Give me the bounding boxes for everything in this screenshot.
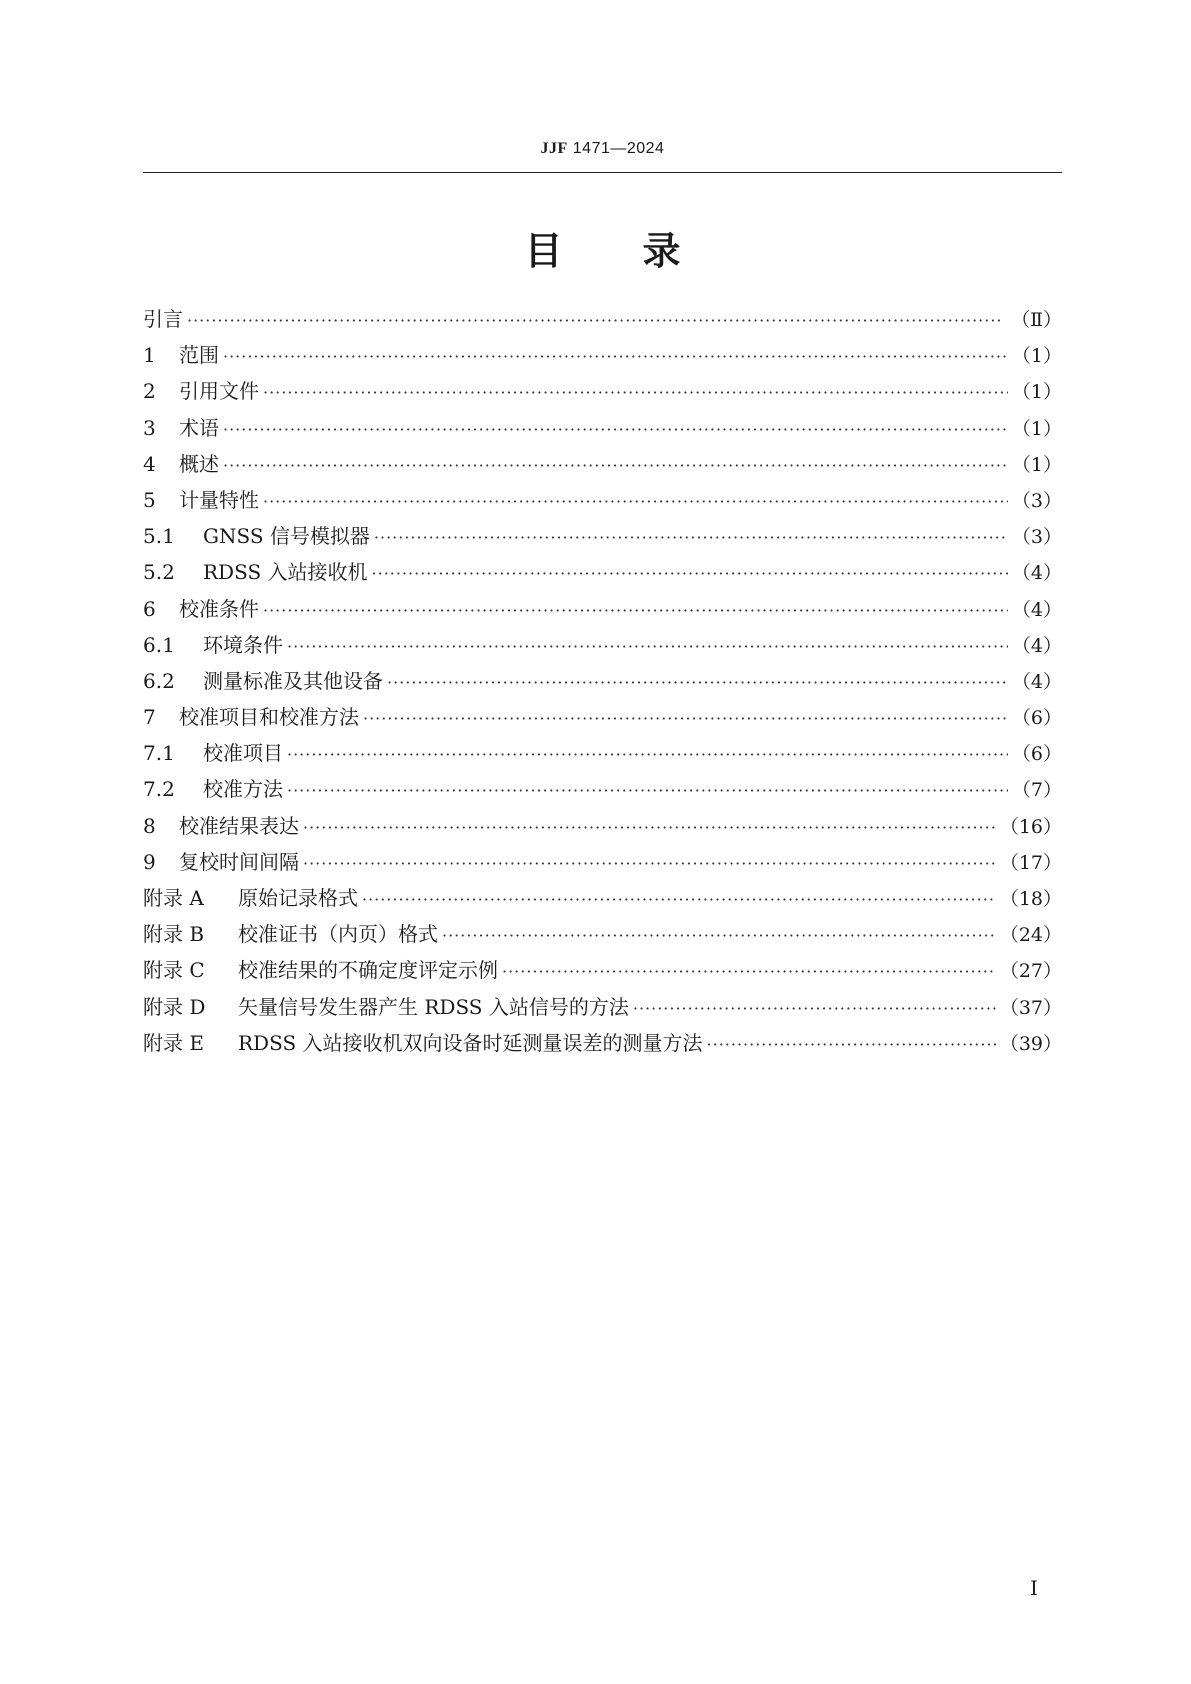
toc-leader-dots (374, 528, 1008, 547)
toc-entry[interactable] (143, 629, 1062, 665)
toc-entry-page: （39） (999, 1032, 1062, 1055)
toc-entry-title: 校准结果的不确定度评定示例 (238, 958, 498, 983)
toc-entry-number: 附录 B (143, 922, 205, 947)
toc-entry-page: （6） (1011, 743, 1062, 766)
toc-entry-number: 6.2 (143, 668, 175, 693)
toc-entry-page: （24） (999, 924, 1062, 947)
toc-entry-page: （37） (999, 996, 1062, 1019)
toc-entry-title: 引用文件 (179, 379, 259, 404)
toc-entry-page: （7） (1011, 779, 1062, 802)
toc-entry[interactable] (143, 1027, 1062, 1063)
toc-entry-title: 术语 (179, 415, 219, 440)
toc-leader-dots (223, 456, 1008, 475)
toc-leader-dots (287, 637, 1008, 656)
page-number: Ⅰ (1030, 1576, 1038, 1600)
table-of-contents (143, 303, 1062, 1063)
toc-entry-number: 7.1 (143, 741, 175, 766)
toc-entry-number: 7 (143, 705, 156, 730)
toc-entry-title: 校准结果表达 (179, 813, 299, 838)
toc-entry[interactable] (143, 737, 1062, 773)
toc-entry-page: （3） (1011, 489, 1062, 512)
toc-entry[interactable] (143, 448, 1062, 484)
toc-leader-dots (263, 601, 1008, 620)
toc-entry-page: （18） (999, 888, 1062, 910)
toc-entry-number: 7.2 (143, 777, 175, 802)
toc-entry-page: （1） (1011, 453, 1062, 476)
toc-entry-title: 测量标准及其他设备 (203, 668, 383, 693)
toc-entry-title: 校准证书（内页）格式 (238, 922, 438, 947)
toc-entry-page: （4） (1011, 562, 1062, 585)
toc-entry-number: 附录 C (143, 958, 205, 983)
toc-entry[interactable] (143, 846, 1062, 882)
toc-entry-number: 8 (143, 813, 156, 838)
toc-entry-title: 校准条件 (179, 596, 259, 621)
toc-leader-dots (287, 745, 1008, 764)
toc-entry-number: 5.2 (143, 560, 175, 585)
toc-entry[interactable] (143, 991, 1062, 1027)
toc-entry-title: 原始记录格式 (238, 886, 358, 910)
toc-leader-dots (263, 492, 1008, 511)
toc-entry[interactable] (143, 882, 1062, 918)
toc-entry-title: 校准方法 (203, 777, 283, 802)
toc-entry-number: 5 (143, 487, 156, 512)
toc-entry[interactable] (143, 665, 1062, 701)
toc-leader-dots (263, 383, 1008, 402)
toc-entry[interactable] (143, 412, 1062, 448)
toc-entry[interactable] (143, 375, 1062, 411)
toc-entry[interactable] (143, 303, 1062, 339)
toc-leader-dots (223, 347, 1008, 366)
toc-entry-page: （4） (1011, 634, 1062, 657)
toc-entry-title: GNSS 信号模拟器 (203, 524, 370, 549)
toc-entry-title: 复校时间间隔 (179, 849, 299, 874)
toc-entry-number: 2 (143, 379, 156, 404)
standard-code: JJF (540, 140, 568, 157)
toc-leader-dots (287, 781, 1008, 800)
toc-leader-dots (372, 564, 1008, 583)
toc-entry-number: 5.1 (143, 524, 175, 549)
toc-entry-title: 范围 (179, 343, 219, 368)
toc-entry-number: 6 (143, 596, 156, 621)
toc-entry-page: （27） (999, 960, 1062, 983)
toc-entry[interactable] (143, 339, 1062, 375)
toc-entry-page: （1） (1011, 417, 1062, 440)
toc-entry-page: （Ⅱ） (1011, 309, 1062, 331)
toc-leader-dots (362, 890, 996, 909)
toc-entry-title: 校准项目和校准方法 (179, 705, 359, 730)
toc-leader-dots (303, 854, 996, 873)
toc-entry-number: 9 (143, 849, 156, 874)
toc-entry-title: 计量特性 (179, 487, 259, 512)
toc-entry-page: （1） (1011, 381, 1062, 404)
toc-leader-dots (303, 818, 996, 837)
toc-entry-page: （4） (1011, 670, 1062, 693)
toc-entry[interactable] (143, 918, 1062, 954)
toc-entry-title: 校准项目 (203, 741, 283, 766)
toc-entry-number: 4 (143, 451, 156, 476)
toc-entry[interactable] (143, 810, 1062, 846)
toc-entry-title: 概述 (179, 451, 219, 476)
page-title: 目录 (524, 229, 761, 273)
toc-entry-page: （17） (999, 851, 1062, 874)
toc-entry[interactable] (143, 556, 1062, 592)
header-rule (143, 172, 1062, 173)
standard-number: 1471—2024 (572, 140, 665, 157)
toc-leader-dots (387, 673, 1008, 692)
toc-entry-page: （1） (1011, 345, 1062, 368)
toc-entry-number: 1 (143, 343, 156, 368)
toc-leader-dots (363, 709, 1008, 728)
toc-entry[interactable] (143, 954, 1062, 990)
toc-entry-number: 附录 D (143, 994, 206, 1019)
toc-entry[interactable] (143, 520, 1062, 556)
running-header (143, 140, 1062, 158)
toc-entry-title: RDSS 入站接收机双向设备时延测量误差的测量方法 (238, 1030, 703, 1055)
toc-entry-page: （4） (1011, 598, 1062, 621)
toc-entry-title: 环境条件 (203, 632, 283, 657)
toc-entry[interactable] (143, 701, 1062, 737)
toc-leader-dots (223, 420, 1008, 439)
toc-entry-number: 6.1 (143, 632, 175, 657)
toc-entry-number: 附录 E (143, 1030, 204, 1055)
toc-entry-title: 引言 (143, 307, 183, 331)
toc-leader-dots (502, 962, 996, 981)
toc-entry[interactable] (143, 484, 1062, 520)
toc-leader-dots (633, 999, 996, 1018)
toc-entry[interactable] (143, 593, 1062, 629)
toc-entry-number: 附录 A (143, 886, 204, 910)
toc-entry-title: 矢量信号发生器产生 RDSS 入站信号的方法 (238, 994, 629, 1019)
toc-entry-page: （16） (999, 815, 1062, 838)
toc-entry-page: （6） (1011, 707, 1062, 730)
toc-entry[interactable] (143, 773, 1062, 809)
toc-entry-number: 3 (143, 415, 156, 440)
toc-leader-dots (187, 311, 1007, 330)
toc-leader-dots (442, 926, 996, 945)
toc-entry-title: RDSS 入站接收机 (203, 560, 368, 585)
toc-entry-page: （3） (1011, 526, 1062, 549)
toc-leader-dots (707, 1035, 996, 1054)
